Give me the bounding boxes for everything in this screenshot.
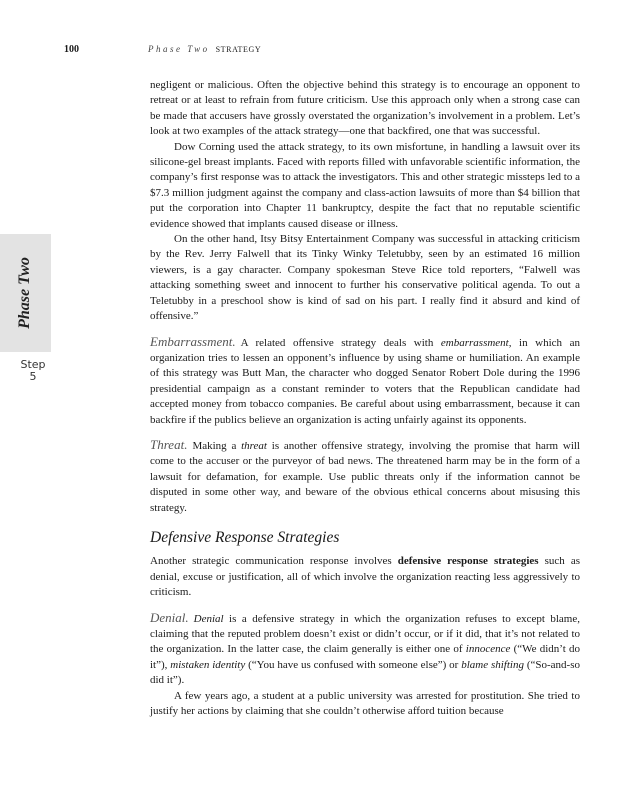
text-span: is a defensive strategy in which the organization refuses to except blame, claiming that the reputed problem doesn’t exist or didn’t occur, or if it did, that it’s not related to the organization. In the latter case, the claim generally is either one of [150,612,580,656]
running-head-section: STRATEGY [215,45,262,54]
text-span: Another strategic communication response involves [150,555,398,568]
text-span: such as denial, excuse or justification, all of which involve the organization reacting less aggressively to criticism. [150,555,581,599]
key-term: blame shifting [461,658,524,671]
step-number: 5 [29,370,37,383]
text-span: (“We didn’t do it”), [150,643,580,671]
paragraph: On the other hand, Itsy Bitsy Entertainment Company was successful in attacking criticism by the Rev. Jerry Falwell that its Tinky Winky Teletubby, seen by an estimated 16 million viewers, is a gay character. Company spokesman Steve Rice told reporters, “Falwell was attacking something sweet and innocent to further his conservative political agenda. To out a Teletubby in a preschool show is kind of sad on his part. I really find it absurd and kind of offensive.” [150,233,580,323]
page-number: 100 [64,44,79,55]
body-text [150,78,580,719]
running-head-phase: Phase Two [148,44,210,54]
step-label [20,359,46,383]
paragraph: A few years ago, a student at a public university was arrested for prostitution. She tried to justify her actions by claiming that she couldn’t otherwise afford tuition because [150,689,580,718]
text-span: (“You have us confused with someone else”) or [245,658,462,671]
key-term: innocence [465,643,511,656]
paragraph: negligent or malicious. Often the objective behind this strategy is to encourage an opponent to retreat or at least to refrain from future criticism. Use this approach only when a strong case can be made that accusers have grossly overstated the organization’s involvement in a problem. Let’s look at two examples of the attack strategy—one that backfired, one that was successful. [150,79,580,138]
key-term: embarrassment, [440,336,512,349]
text-span: A related offensive strategy deals with [240,336,441,349]
text-span: is another offensive strategy, involving the promise that harm will come to the accuser or the purveyor of bad news. The threatened harm may be in the form of a lawsuit for defamation, for example. Use public threats only if the information cannot be disputed in some other way, and beware of the obvious ethical concerns about misusing this strategy. [150,439,580,514]
denial-paragraph [150,610,580,689]
embarrassment-paragraph [150,334,580,428]
text-span: (“So-and-so did it”). [150,658,580,687]
running-head [148,44,261,54]
run-in-heading: Threat. [150,436,188,452]
phase-side-tab [0,234,51,352]
text-span: in which an organization tries to lessen an opponent’s influence by using shame or humiliation. An example of this strategy was Butt Man, the character who dogged Senator Robert Dole during the 1996 presidential campaign as a constant reminder to voters that the Republican candidate had accepted money from tobacco companies. Be careful about using embarrassment, because it can backfire if the publics believe an organization is acting unfairly against its opponents. [150,336,580,426]
run-in-heading: Embarrassment. [150,333,236,349]
running-header [0,44,643,58]
section-heading: Defensive Response Strategies [150,528,340,546]
run-in-heading: Denial. [150,609,189,625]
paragraph: Dow Corning used the attack strategy, to its own misfortune, in handling a lawsuit over its silicone-gel breast implants. Faced with reports filled with unfavorable scientific information, the company’s first response was to attack the investigators. This and other strategic missteps led to a $7.3 million judgment against the company and class-action lawsuits of more than $4 billion that put the corporation into Chapter 11 bankruptcy, despite the fact that no reputable scientific evidence showed that implants caused disease or illness. [150,140,580,230]
side-tab-label: Phase Two [16,257,33,329]
threat-paragraph [150,437,580,516]
step-word: Step [20,358,46,371]
key-term: mistaken identity [170,658,246,671]
text-span: Making a [192,439,242,452]
defensive-paragraph [150,554,580,600]
bold-term: defensive response strategies [397,555,539,568]
key-term: threat [241,439,267,452]
key-term: Denial [193,612,224,625]
